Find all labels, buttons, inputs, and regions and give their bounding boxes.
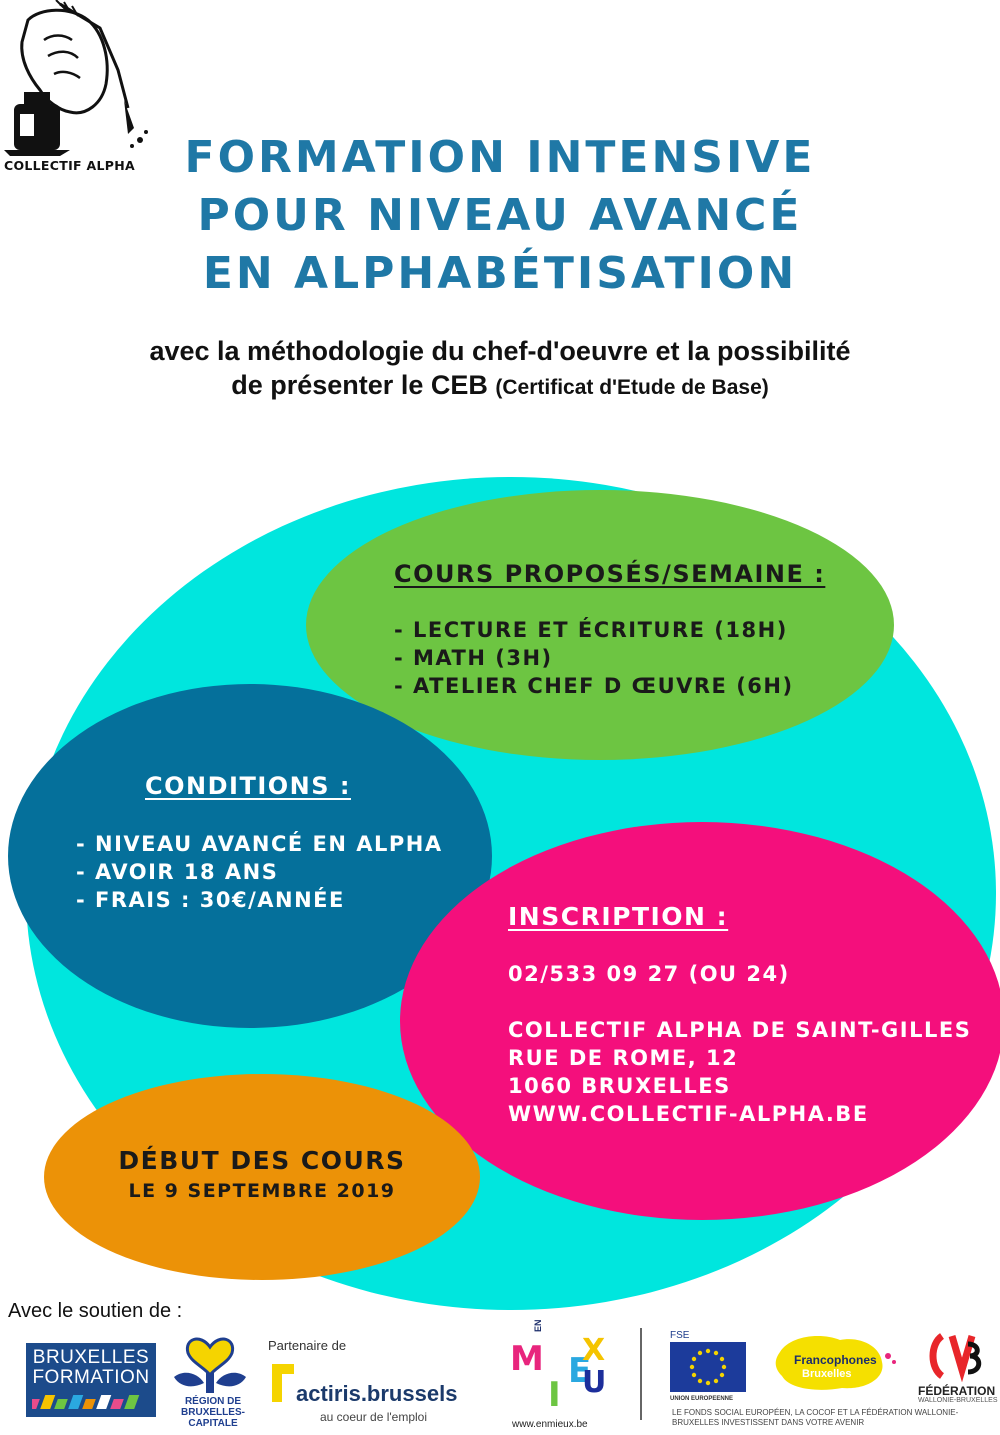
title-line-2: POUR NIVEAU AVANCÉ [197,190,803,241]
bf-line-2: FORMATION [32,1367,150,1388]
bf-line-1: BRUXELLES [32,1347,150,1368]
eu-flag-icon [670,1342,746,1392]
courses-heading: COURS PROPOSÉS/SEMAINE : [394,560,826,588]
course-item-workshop: - ATELIER CHEF D ŒUVRE (6H) [394,674,794,698]
bruxelles-formation-logo [26,1343,156,1417]
fse-label: FSE [670,1330,690,1341]
conditions-heading: CONDITIONS : [145,772,351,800]
inscription-website: WWW.COLLECTIF-ALPHA.BE [508,1102,869,1126]
enmieux-logo-icon [510,1330,610,1416]
subtitle-ceb: de présenter le CEB [231,370,488,400]
region-iris-icon [170,1333,250,1395]
start-date-heading: DÉBUT DES COURS [118,1146,406,1175]
condition-item-age: - AVOIR 18 ANS [76,860,279,884]
condition-item-fees: - FRAIS : 30€/ANNÉE [76,888,345,912]
support-label: Avec le soutien de : [8,1300,183,1322]
francophones-label: Francophones [794,1353,877,1367]
condition-item-level: - NIVEAU AVANCÉ EN ALPHA [76,832,443,856]
svg-text:X: X [582,1333,606,1368]
eu-label: UNION EUROPEENNE [670,1396,734,1402]
start-date-value: LE 9 SEPTEMBRE 2019 [128,1180,396,1202]
francophones-bruxelles-label: Bruxelles [802,1368,852,1380]
sponsor-divider [640,1328,642,1420]
inscription-org: COLLECTIF ALPHA DE SAINT-GILLES [508,1018,972,1042]
actiris-tagline: au coeur de l'emploi [320,1410,428,1424]
svg-text:I: I [548,1375,561,1415]
svg-text:M: M [510,1339,544,1379]
actiris-name: actiris.brussels [296,1381,458,1406]
title-line-1: FORMATION INTENSIVE [184,132,816,183]
inscription-phone: 02/533 09 27 (OU 24) [508,962,790,986]
fwb-label: FÉDÉRATION [918,1384,996,1398]
subtitle-ceb-note: (Certificat d'Etude de Base) [495,376,769,399]
inscription-city: 1060 BRUXELLES [508,1074,731,1098]
fwb-logo-icon [928,1330,984,1382]
course-item-reading: - LECTURE ET ÉCRITURE (18H) [394,618,788,642]
svg-text:U: U [582,1365,607,1400]
bf-stripes-icon [32,1393,152,1413]
start-date-ellipse [44,1074,480,1280]
subtitle-line-2 [0,370,1000,401]
subtitle-line-1: avec la méthodologie du chef-d'oeuvre et la possibilité [149,336,851,366]
fwb-sublabel: WALLONIE-BRUXELLES [918,1397,998,1404]
actiris-bracket-icon [268,1360,298,1406]
title-line-3: EN ALPHABÉTISATION [202,248,798,299]
enmieux-en-label: EN [533,1319,543,1332]
region-label: RÉGION DE BRUXELLES-CAPITALE [181,1396,245,1429]
svg-text:E: E [568,1351,592,1391]
logo-text: COLLECTIF ALPHA [4,158,135,173]
inscription-street: RUE DE ROME, 12 [508,1046,739,1070]
course-item-math: - MATH (3H) [394,646,553,670]
enmieux-url: www.enmieux.be [512,1419,588,1430]
inscription-heading: INSCRIPTION : [508,902,729,931]
fse-funding-note: LE FONDS SOCIAL EUROPÉEN, LA COCOF ET LA FÉDÉRATION WALLONIE-BRUXELLES INVESTISSENT DANS VOTRE AVENIR [672,1408,959,1427]
actiris-partner-label: Partenaire de [268,1338,347,1353]
